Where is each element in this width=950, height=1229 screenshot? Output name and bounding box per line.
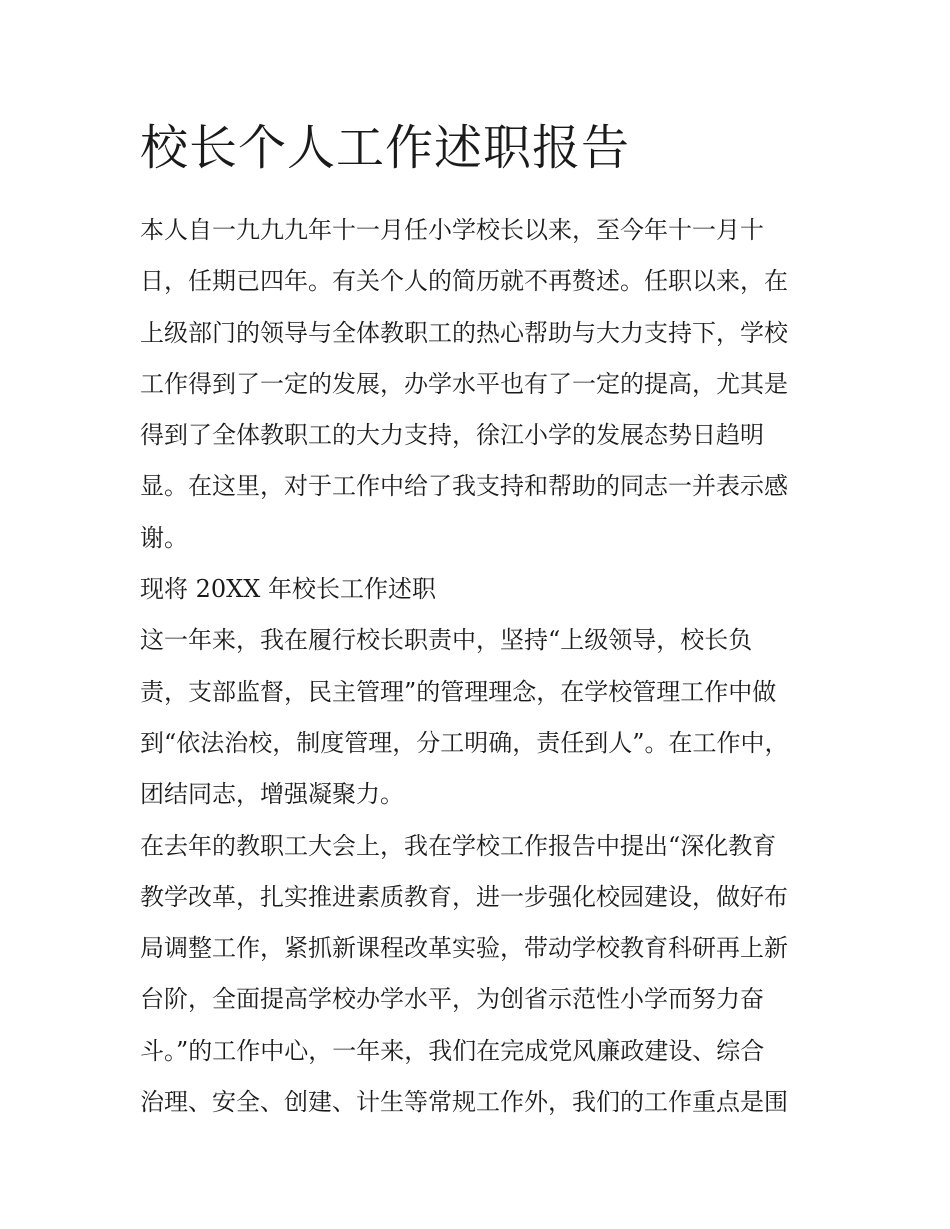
document-body: [140, 205, 820, 1128]
text-line: 现将 20XX 年校长工作述职: [140, 575, 436, 604]
text-line: 责，支部监督，民主管理”的管理理念，在学校管理工作中做: [140, 677, 777, 706]
text-line: 谢。: [140, 523, 188, 552]
text-line: 本人自一九九九年十一月任小学校长以来，至今年十一月十: [140, 216, 764, 244]
document-title: 校长个人工作述职报告: [140, 120, 631, 176]
text-line: 得到了全体教职工的大力支持，徐江小学的发展态势日趋明: [140, 421, 764, 450]
text-line: 台阶，全面提高学校办学水平，为创省示范性小学而努力奋: [140, 985, 764, 1014]
text-line: 教学改革，扎实推进素质教育，进一步强化校园建设，做好布: [140, 882, 788, 911]
text-line: 在去年的教职工大会上，我在学校工作报告中提出“深化教育: [140, 831, 777, 860]
text-line: 局调整工作，紧抓新课程改革实验，带动学校教育科研再上新: [140, 934, 788, 963]
text-line: 团结同志，增强凝聚力。: [140, 780, 404, 809]
text-line: 显。在这里，对于工作中给了我支持和帮助的同志一并表示感: [140, 472, 788, 501]
text-line: 斗。”的工作中心，一年来，我们在完成党风廉政建设、综合: [140, 1036, 765, 1065]
text-line: 到“依法治校，制度管理，分工明确，责任到人”。在工作中，: [140, 728, 789, 757]
text-line: 工作得到了一定的发展，办学水平也有了一定的提高，尤其是: [140, 369, 788, 398]
text-line: 治理、安全、创建、计生等常规工作外，我们的工作重点是围: [140, 1088, 788, 1117]
text-line: 这一年来，我在履行校长职责中，坚持“上级领导，校长负: [140, 626, 753, 655]
text-line: 日，任期已四年。有关个人的简历就不再赘述。任职以来，在: [140, 267, 788, 296]
text-line: 上级部门的领导与全体教职工的热心帮助与大力支持下，学校: [140, 318, 788, 347]
